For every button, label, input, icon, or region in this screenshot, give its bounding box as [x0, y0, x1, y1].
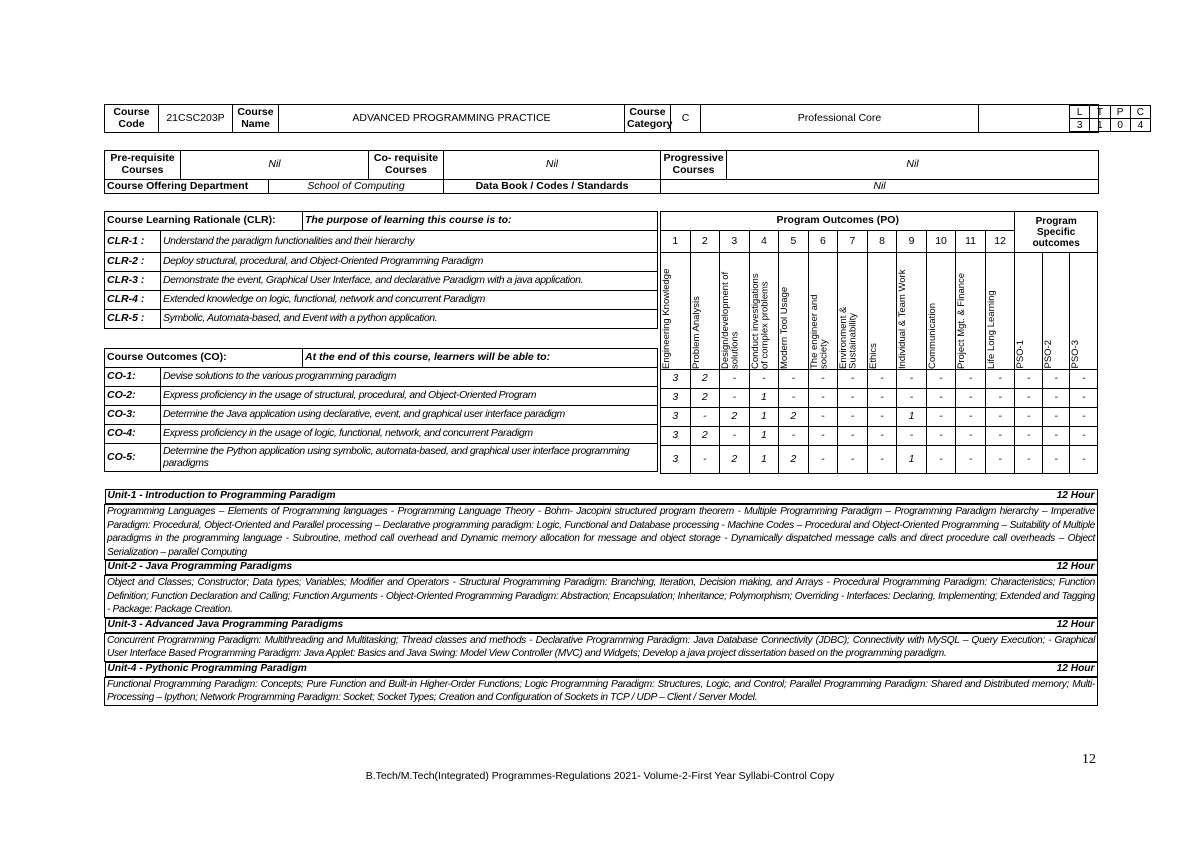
clr-co-table [104, 211, 658, 472]
po-map-cell: - [956, 408, 986, 427]
po-map-cell: - [838, 446, 868, 474]
prereq-label: Pre-requisite Courses [105, 151, 181, 180]
co-text: Determine the Java application using declarative, event, and graphical user interface paradigm [161, 406, 658, 425]
dept-value: School of Computing [269, 179, 444, 193]
unit-body-row [105, 576, 1098, 618]
unit-body: Object and Classes; Constructor; Data types; Variables; Modifier and Operators - Structural Programming Paradigm: Branching, Iteration, Decision making, and Arrays - Procedural Programming Paradigm: Characteristics; Function Definition; Function Declaration and Calling; Function Arguments - Object-Oriented Programming Paradigm: Abstraction; Encapsulation; Inheritance; Polymorphism; Overriding - Interfaces: Declaring, Implementing; Extended and Tagging - Package: Package Creation. [105, 576, 1098, 618]
po-map-cell: 1 [749, 408, 779, 427]
clr-text: Deploy structural, procedural, and Object-Oriented Programming Paradigm [161, 253, 658, 272]
co-header-text: At the end of this course, learners will be able to: [303, 349, 658, 368]
clr-id: CLR-3 : [105, 272, 161, 291]
unit-body: Programming Languages – Elements of Programming languages - Programming Language Theory - Bohm- Jacopini structured program theorem - Multiple Programming Paradigm – Programming Paradigm hierarchy – Imperative Paradigm: Procedural, Object-Oriented and Parallel processing – Declarative programming paradigm: Logic, Functional and Database processing - Machine Codes – Procedural and Object-Oriented Programming – Suitability of Multiple paradigms in the programming language - Subroutine, method call overhead and Dynamic memory allocation for message and object storage - Dynamically dispatched message calls and direct procedure call overheads – Object Serialization – parallel Computing [105, 505, 1098, 560]
unit-title: Unit-2 - Java Programming Paradigms [107, 561, 293, 572]
po-number: 5 [779, 231, 809, 253]
po-map-row [661, 370, 1098, 389]
progressive-value: Nil [727, 151, 1099, 180]
po-map-cell: - [720, 427, 750, 446]
ltpc-label: P [1110, 106, 1130, 119]
clr-spacer [105, 329, 658, 349]
po-map-cell: - [1042, 370, 1070, 389]
po-map-cell: - [1070, 389, 1098, 408]
unit-hours: 12 Hour [1056, 490, 1095, 501]
unit-hours: 12 Hour [1056, 561, 1095, 572]
po-name [956, 253, 986, 370]
po-name [690, 253, 720, 370]
po-number: 6 [808, 231, 838, 253]
po-map-cell: - [779, 427, 809, 446]
unit-header [105, 662, 1098, 677]
po-map-cell: - [956, 446, 986, 474]
po-map-cell: - [749, 370, 779, 389]
clr-header-text: The purpose of learning this course is to: [303, 212, 658, 231]
ltpc-value: 4 [1130, 119, 1150, 132]
po-map-cell: - [897, 389, 927, 408]
po-map-cell: 2 [779, 446, 809, 474]
po-name [867, 253, 897, 370]
page-number: 12 [1082, 752, 1096, 767]
po-name-label: Environment & Sustainability [838, 306, 859, 369]
po-map-cell: - [926, 370, 956, 389]
po-map-cell: - [956, 427, 986, 446]
prereq-value: Nil [181, 151, 369, 180]
unit-header [105, 560, 1098, 575]
po-number: 9 [897, 231, 927, 253]
pso-name [1042, 253, 1070, 370]
po-name [838, 253, 868, 370]
po-map-cell: 2 [690, 389, 720, 408]
ltpc-table [1069, 105, 1151, 132]
po-map-row [661, 389, 1098, 408]
po-map-cell: - [808, 408, 838, 427]
po-map-cell: 1 [897, 446, 927, 474]
po-map-cell: - [985, 370, 1015, 389]
progressive-label: Progressive Courses [661, 151, 727, 180]
po-number: 8 [867, 231, 897, 253]
unit-header [105, 489, 1098, 504]
po-map-cell: - [1015, 389, 1043, 408]
databook-label: Data Book / Codes / Standards [444, 179, 661, 193]
po-number: 11 [956, 231, 986, 253]
ltpc-value: 3 [1070, 119, 1090, 132]
po-map-row [661, 408, 1098, 427]
unit-header-row [105, 661, 1098, 677]
po-name [926, 253, 956, 370]
pso-name [1070, 253, 1098, 370]
po-map-cell: - [1042, 446, 1070, 474]
unit-header [105, 618, 1098, 633]
units-table [104, 489, 1098, 706]
po-map-cell: - [838, 389, 868, 408]
course-category: C [671, 105, 701, 133]
co-id: CO-3: [105, 406, 161, 425]
po-map-cell: - [1070, 408, 1098, 427]
unit-body-row [105, 633, 1098, 661]
clr-text: Symbolic, Automata-based, and Event with a python application. [161, 310, 658, 329]
unit-title: Unit-4 - Pythonic Programming Paradigm [107, 662, 307, 674]
po-name-label: Individual & Team Work [897, 269, 909, 369]
ltpc-cell [979, 105, 1144, 133]
po-map-cell: - [897, 370, 927, 389]
po-map-cell: - [897, 427, 927, 446]
po-map-cell: 2 [690, 370, 720, 389]
clr-id: CLR-1 : [105, 231, 161, 253]
po-map-cell: 2 [779, 408, 809, 427]
unit-header-row [105, 617, 1098, 633]
co-text: Determine the Python application using symbolic, automata-based, and graphical user interface programming paradigms [161, 444, 658, 472]
po-name [661, 253, 691, 370]
po-map-cell: - [867, 446, 897, 474]
po-map-cell: - [867, 427, 897, 446]
po-number: 2 [690, 231, 720, 253]
unit-title: Unit-3 - Advanced Java Programming Paradigms [107, 618, 344, 630]
unit-header-row [105, 489, 1098, 505]
po-map-cell: 2 [690, 427, 720, 446]
course-name: ADVANCED PROGRAMMING PRACTICE [279, 105, 625, 133]
po-map-cell: - [1042, 389, 1070, 408]
po-map-cell: - [808, 370, 838, 389]
po-map-cell: 3 [661, 389, 691, 408]
po-map-cell: - [720, 370, 750, 389]
po-number: 10 [926, 231, 956, 253]
databook-value: Nil [661, 179, 1099, 193]
po-name-label: Modern Tool Usage [779, 286, 791, 369]
co-id: CO-2: [105, 387, 161, 406]
po-map-cell: - [1015, 408, 1043, 427]
po-name-label: Problem Analysis [690, 296, 702, 369]
coreq-label: Co- requisite Courses [369, 151, 444, 180]
ltpc-label: L [1070, 106, 1090, 119]
prerequisite-table [104, 150, 1099, 194]
pso-name-label: PSO-1 [1015, 340, 1027, 369]
po-map-cell: - [690, 446, 720, 474]
po-map-cell: - [808, 389, 838, 408]
po-name-row [661, 253, 1098, 370]
unit-hours: 12 Hour [1056, 662, 1095, 674]
ltpc-value: 0 [1110, 119, 1130, 132]
po-map-cell: 1 [749, 427, 779, 446]
po-map-cell: - [926, 446, 956, 474]
po-map-row [661, 446, 1098, 474]
po-name [779, 253, 809, 370]
units-body [105, 489, 1098, 705]
pso-name [1015, 253, 1043, 370]
po-map-cell: - [867, 370, 897, 389]
po-name [749, 253, 779, 370]
po-map-cell: - [956, 389, 986, 408]
po-map-cell: - [985, 389, 1015, 408]
po-map-cell: - [690, 408, 720, 427]
po-number: 12 [985, 231, 1015, 253]
po-map-cell: - [779, 370, 809, 389]
po-map-cell: 2 [720, 408, 750, 427]
po-map-cell: - [838, 427, 868, 446]
course-name-label: Course Name [233, 105, 279, 133]
course-code-label: Course Code [105, 105, 159, 133]
po-map-cell: - [867, 389, 897, 408]
po-map-cell: - [985, 427, 1015, 446]
po-map-cell: - [926, 427, 956, 446]
po-map-cell: - [985, 446, 1015, 474]
po-map-cell: - [1070, 370, 1098, 389]
po-name-label: Communication [926, 303, 938, 369]
po-name-label: Design/development of solutions [720, 271, 741, 369]
course-info-table [104, 104, 1144, 133]
po-map-cell: - [808, 446, 838, 474]
co-id: CO-5: [105, 444, 161, 472]
po-name-label: Life Long Learning [985, 290, 997, 369]
po-title: Program Outcomes (PO) [661, 212, 1015, 231]
po-number: 4 [749, 231, 779, 253]
unit-title: Unit-1 - Introduction to Programming Paradigm [107, 490, 336, 501]
po-map-body [661, 370, 1098, 474]
po-map-cell: - [867, 408, 897, 427]
co-text: Express proficiency in the usage of logic, functional, network, and concurrent Paradigm [161, 425, 658, 444]
ltpc-value: 1 [1090, 119, 1110, 132]
unit-hours: 12 Hour [1056, 618, 1095, 630]
po-map-cell: - [1042, 408, 1070, 427]
po-map-cell: 1 [749, 389, 779, 408]
clr-id: CLR-4 : [105, 291, 161, 310]
po-map-cell: 1 [749, 446, 779, 474]
po-name [985, 253, 1015, 370]
po-map-cell: - [985, 408, 1015, 427]
po-name-label: Project Mgt. & Finance [956, 272, 968, 369]
po-map-cell: 2 [720, 446, 750, 474]
po-map-cell: 1 [897, 408, 927, 427]
co-id: CO-1: [105, 368, 161, 387]
clr-id: CLR-5 : [105, 310, 161, 329]
course-category-name: Professional Core [701, 105, 979, 133]
co-text: Devise solutions to the various programming paradigm [161, 368, 658, 387]
po-mapping-table [660, 211, 1098, 474]
unit-body: Concurrent Programming Paradigm: Multithreading and Multitasking; Thread classes and methods - Declarative Programming Paradigm: Java Database Connectivity (JDBC); Connectivity with MySQL – Query Execution; - Graphical User Interface Based Programming Paradigm: Java Applet: Basics and Java Swing: Model View Controller (MVC) and Widgets; Develop a java project dissertation based on the programming paradigm. [105, 633, 1098, 661]
pso-title: Program Specific outcomes [1015, 212, 1098, 253]
dept-label: Course Offering Department [105, 179, 269, 193]
po-map-cell: 3 [661, 427, 691, 446]
po-map-cell: - [926, 408, 956, 427]
page-footer: B.Tech/M.Tech(Integrated) Programmes-Regulations 2021- Volume-2-First Year Syllabi-Control Copy [365, 770, 835, 782]
clr-text: Demonstrate the event, Graphical User Interface, and declarative Paradigm with a java application. [161, 272, 658, 291]
po-number: 7 [838, 231, 868, 253]
po-map-row [661, 427, 1098, 446]
ltpc-label: C [1130, 106, 1150, 119]
course-category-label: Course Category [625, 105, 671, 133]
unit-body-row [105, 677, 1098, 705]
pso-name-label: PSO-3 [1070, 340, 1082, 369]
coreq-value: Nil [444, 151, 661, 180]
po-map-cell: - [956, 370, 986, 389]
clr-header-label: Course Learning Rationale (CLR): [105, 212, 303, 231]
po-name [720, 253, 750, 370]
po-map-cell: - [808, 427, 838, 446]
co-header-label: Course Outcomes (CO): [105, 349, 303, 368]
clr-text: Understand the paradigm functionalities and their hierarchy [161, 231, 658, 253]
po-map-cell: 3 [661, 446, 691, 474]
pso-name-label: PSO-2 [1042, 340, 1054, 369]
po-number: 3 [720, 231, 750, 253]
po-map-cell: - [779, 389, 809, 408]
clr-id: CLR-2 : [105, 253, 161, 272]
co-id: CO-4: [105, 425, 161, 444]
po-map-cell: 3 [661, 370, 691, 389]
po-name-label: Conduct investigations of complex problems [749, 273, 771, 369]
po-map-cell: - [838, 370, 868, 389]
unit-body: Functional Programming Paradigm: Concepts; Pure Function and Built-in Higher-Order Functions; Logic Programming Paradigm: Structures, Logic, and Control; Parallel Programming Paradigm: Shared and Distributed memory; Multi-Processing – Ipython; Network Programming Paradigm: Socket; Socket Types; Creation and Configuration of Sockets in TCP / UDP – Client / Server Model. [105, 677, 1098, 705]
po-map-cell: - [1042, 427, 1070, 446]
po-map-cell: - [926, 389, 956, 408]
co-text: Express proficiency in the usage of structural, procedural, and Object-Oriented Program [161, 387, 658, 406]
po-map-cell: - [720, 389, 750, 408]
po-map-cell: - [1070, 446, 1098, 474]
po-name-label: Ethics [867, 343, 879, 369]
ltpc-label: T [1090, 106, 1110, 119]
po-name [897, 253, 927, 370]
po-map-cell: - [1015, 446, 1043, 474]
po-name-label: Engineering Knowledge [661, 268, 672, 369]
course-code: 21CSC203P [159, 105, 233, 133]
clr-text: Extended knowledge on logic, functional, network and concurrent Paradigm [161, 291, 658, 310]
po-map-cell: 3 [661, 408, 691, 427]
po-map-cell: - [1070, 427, 1098, 446]
po-map-cell: - [1015, 427, 1043, 446]
po-map-cell: - [838, 408, 868, 427]
unit-header-row [105, 560, 1098, 576]
po-name [808, 253, 838, 370]
unit-body-row [105, 505, 1098, 560]
po-name-label: The engineer and society [808, 294, 830, 369]
po-number: 1 [661, 231, 691, 253]
po-map-cell: - [1015, 370, 1043, 389]
